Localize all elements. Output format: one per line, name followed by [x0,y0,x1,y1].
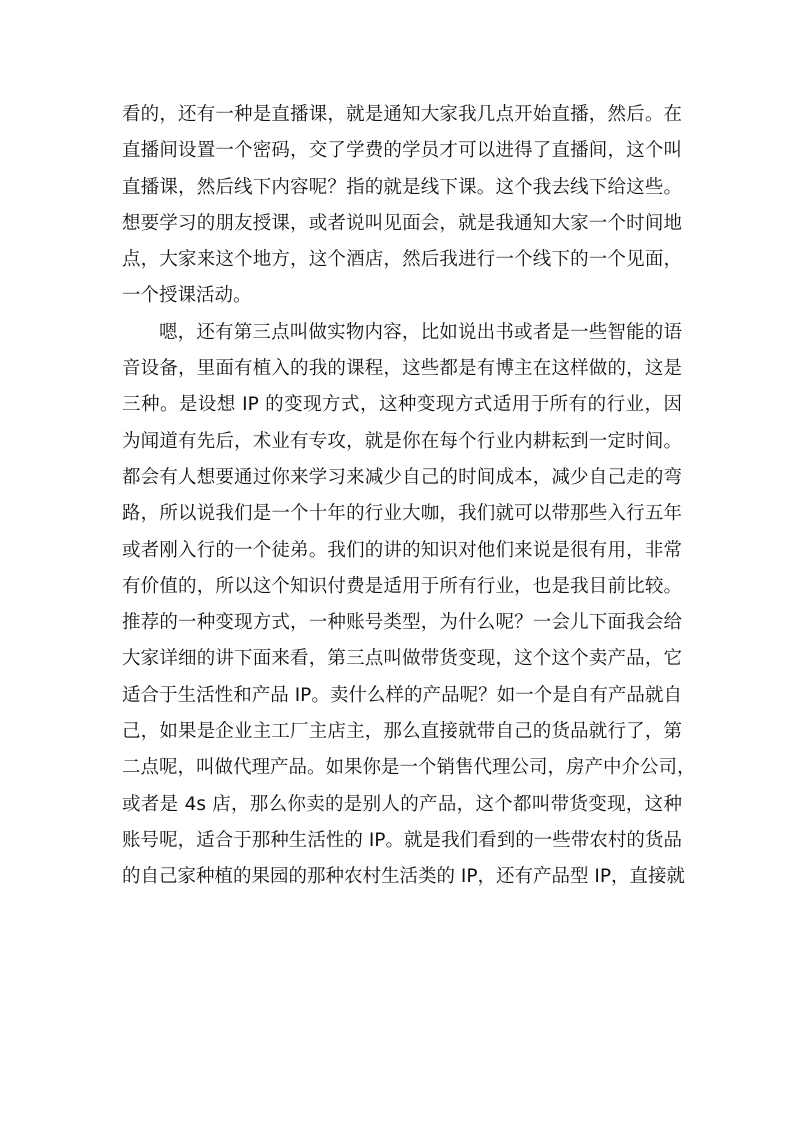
text-line: 嗯，还有第三点叫做实物内容，比如说出书或者是一些智能的语 [159,321,682,343]
text-line: 直播课，然后线下内容呢？指的就是线下课。这个我去线下给这些。 [122,176,682,198]
text-line: 大家详细的讲下面来看，第三点叫做带货变现，这个这个卖产品，它 [122,648,682,670]
text-line: 有价值的，所以这个知识付费是适用于所有行业，也是我目前比较。 [122,575,682,597]
text-line: 推荐的一种变现方式，一种账号类型，为什么呢？一会儿下面我会给 [122,612,682,634]
text-line: 为闻道有先后，术业有专攻，就是你在每个行业内耕耘到一定时间。 [122,430,682,452]
text-line: 二点呢，叫做代理产品。如果你是一个销售代理公司，房产中介公司， [122,757,696,779]
text-line: 或者刚入行的一个徒弟。我们的讲的知识对他们来说是很有用，非常 [122,539,682,561]
text-line: 账号呢，适合于那种生活性的 IP。就是我们看到的一些带农村的货品 [122,829,682,851]
body-text [122,97,696,896]
text-line: 三种。是设想 IP 的变现方式，这种变现方式适用于所有的行业，因 [122,394,682,416]
text-line: 一个授课活动。 [122,285,252,307]
paragraph-2 [122,315,696,896]
text-line: 都会有人想要通过你来学习来减少自己的时间成本，减少自己走的弯 [122,466,682,488]
text-line: 看的，还有一种是直播课，就是通知大家我几点开始直播，然后。在 [122,104,682,125]
text-line: 直播间设置一个密码，交了学费的学员才可以进得了直播间，这个叫 [122,140,682,162]
text-line: 路，所以说我们是一个十年的行业大咖，我们就可以带那些入行五年 [122,503,682,525]
text-line: 点，大家来这个地方，这个酒店，然后我进行一个线下的一个见面， [122,249,682,271]
text-line: 或者是 4s 店，那么你卖的是别人的产品，这个都叫带货变现，这种 [122,793,682,815]
text-line: 的自己家种植的果园的那种农村生活类的 IP，还有产品型 IP，直接就 [122,866,685,888]
text-line: 想要学习的朋友授课，或者说叫见面会，就是我通知大家一个时间地 [122,212,682,234]
text-line: 己，如果是企业主工厂主店主，那么直接就带自己的货品就行了，第 [122,721,682,743]
paragraph-1 [122,97,682,315]
text-line: 音设备，里面有植入的我的课程，这些都是有博主在这样做的，这是 [122,358,682,380]
text-line: 适合于生活性和产品 IP。卖什么样的产品呢？如一个是自有产品就自 [122,684,682,706]
